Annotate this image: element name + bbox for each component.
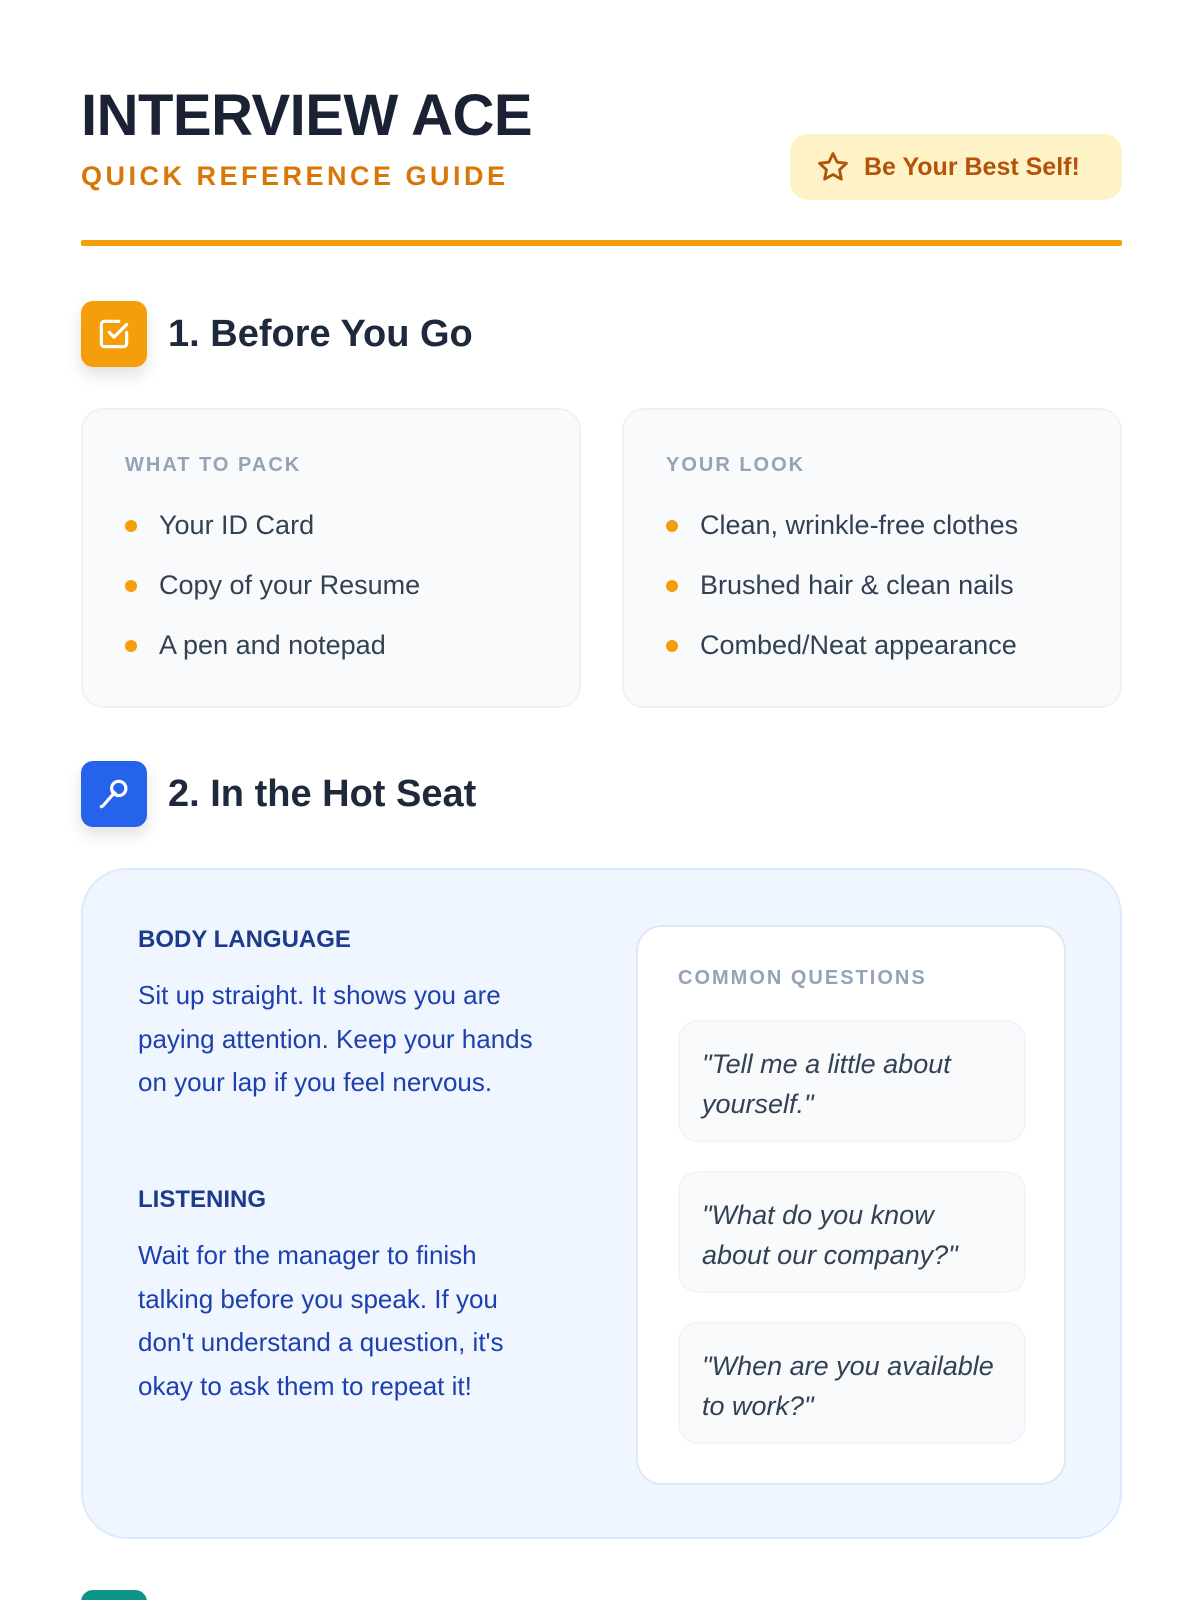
bullet-dot xyxy=(125,640,137,652)
list-item xyxy=(125,630,420,690)
list-item xyxy=(125,510,420,570)
bullet-dot xyxy=(666,520,678,532)
list-item-label: Your ID Card xyxy=(159,510,315,540)
question-item: "When are you available to work?" xyxy=(678,1322,1026,1444)
bullet-dot xyxy=(666,580,678,592)
question-item: "What do you know about our company?" xyxy=(678,1171,1026,1293)
list-item xyxy=(125,570,420,630)
body-language-text: Sit up straight. It shows you are paying attention. Keep your hands on your lap if you feel nervous. xyxy=(138,980,533,1097)
list-item-label: Clean, wrinkle-free clothes xyxy=(700,510,1019,540)
section-title: 2. In the Hot Seat xyxy=(168,773,477,815)
card-heading: WHAT TO PACK xyxy=(125,454,302,476)
hot-seat-panel xyxy=(81,868,1122,1539)
list-item-label: Brushed hair & clean nails xyxy=(700,570,1014,600)
look-list xyxy=(666,510,1018,690)
page-title: INTERVIEW ACE xyxy=(81,83,533,148)
page-subtitle: QUICK REFERENCE GUIDE xyxy=(81,161,509,191)
list-item-label: Copy of your Resume xyxy=(159,570,421,600)
listening-heading: LISTENING xyxy=(138,1186,267,1213)
badge-label: Be Your Best Self! xyxy=(864,152,1080,181)
section-hot-seat xyxy=(81,761,781,827)
questions-heading: COMMON QUESTIONS xyxy=(678,967,927,989)
bullet-dot xyxy=(125,520,137,532)
bullet-dot xyxy=(125,580,137,592)
list-item xyxy=(666,630,1018,690)
your-look-card xyxy=(622,408,1122,708)
body-language-heading: BODY LANGUAGE xyxy=(138,926,351,953)
header xyxy=(81,84,1122,246)
section-3-icon xyxy=(81,1590,147,1600)
listening-text: Wait for the manager to finish talking before you speak. If you don't understand a question, it's okay to ask them to repeat it! xyxy=(138,1240,504,1401)
common-questions-card xyxy=(636,925,1066,1485)
section-title: 1. Before You Go xyxy=(168,313,473,355)
list-item xyxy=(666,570,1018,630)
pack-list xyxy=(125,510,420,690)
list-item-label: A pen and notepad xyxy=(159,630,386,660)
section-before-you-go xyxy=(81,301,781,367)
question-item: "Tell me a little about yourself." xyxy=(678,1020,1026,1142)
card-heading: YOUR LOOK xyxy=(666,454,806,476)
header-divider xyxy=(81,240,1122,246)
bullet-dot xyxy=(666,640,678,652)
microphone-icon xyxy=(81,761,147,827)
list-item xyxy=(666,510,1018,570)
what-to-pack-card xyxy=(81,408,581,708)
reference-guide-page xyxy=(81,0,1122,1600)
star-icon xyxy=(816,150,850,184)
checkbox-icon xyxy=(81,301,147,367)
motivation-badge xyxy=(790,134,1122,200)
list-item-label: Combed/Neat appearance xyxy=(700,630,1017,660)
